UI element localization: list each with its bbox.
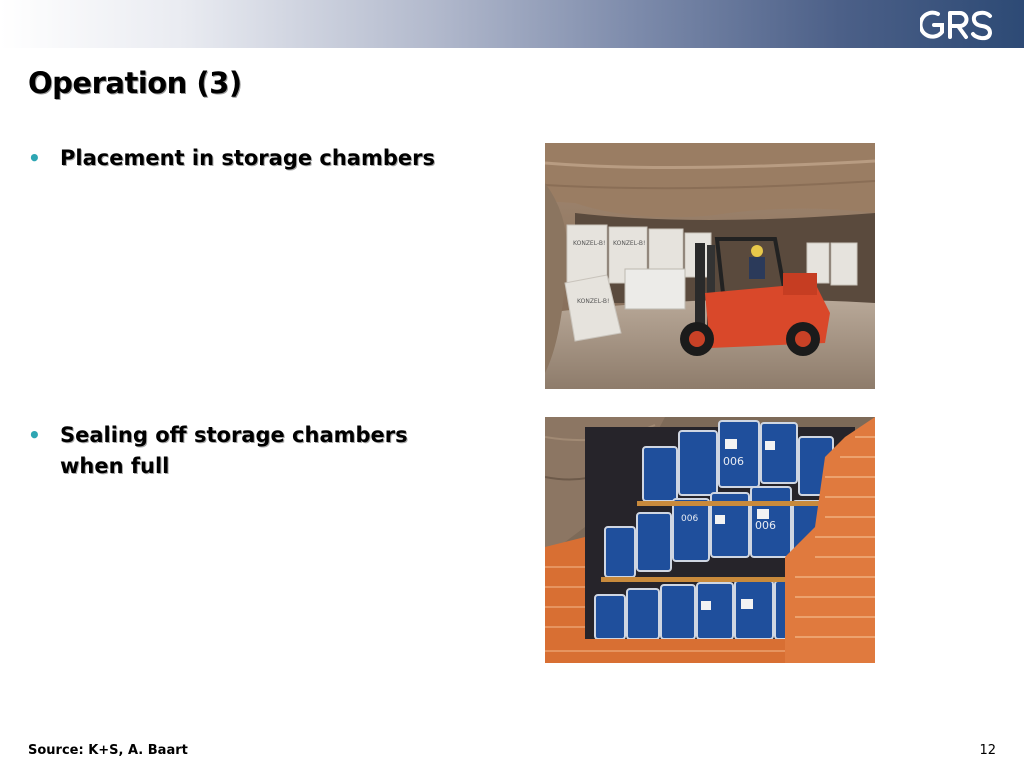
sealed-chamber-photo — [545, 417, 875, 663]
bullet-marker: • — [28, 423, 41, 447]
drum-label: 006 — [755, 519, 776, 532]
bag-label: KONZEL-B! — [573, 240, 606, 247]
drum-label: 006 — [681, 514, 699, 524]
bullet-placement — [28, 143, 478, 174]
grs-logo — [920, 6, 1000, 44]
slide-title: Operation (3) — [28, 66, 242, 100]
bullet-text: Sealing off storage chambers when full — [60, 423, 408, 478]
bag-label: KONZEL-B! — [613, 240, 646, 247]
page-number: 12 — [979, 743, 996, 758]
forklift-photo — [545, 143, 875, 389]
source-citation: Source: K+S, A. Baart — [28, 743, 188, 758]
bullet-marker: • — [28, 146, 41, 170]
drum-label: 006 — [723, 455, 744, 468]
bullet-sealing — [28, 420, 448, 482]
bullet-text: Placement in storage chambers — [60, 146, 435, 170]
bag-label: KONZEL-B! — [577, 298, 610, 305]
header-band — [0, 0, 1024, 48]
